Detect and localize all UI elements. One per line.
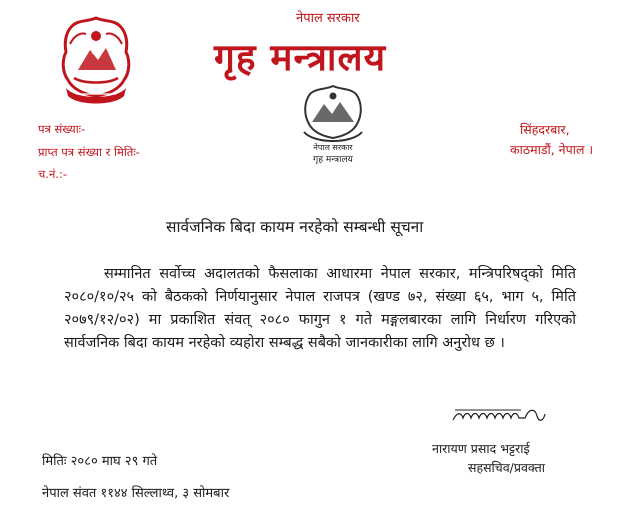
seal-text-line1: नेपाल सरकार <box>313 143 353 152</box>
nepal-samvat-date: नेपाल संवत ११४४ सिल्लाथ्व, ३ सोमबार <box>42 486 230 501</box>
ministry-seal <box>296 82 370 164</box>
notice-body: सम्मानित सर्वोच्च अदालतको फैसलाका आधारमा नेपाल सरकार, मन्त्रिपरिषद्को मिति २०८०/१०/२५ को बैठकको निर्णयानुसार नेपाल राजपत्र (खण्ड ७२, संख्या ६५, भाग ५, मिति २०७९/१२/०२) मा प्रकाशित संवत् २०८० फागुन १ गते मङ्गलबारका लागि निर्धारण गरिएको सार्वजनिक बिदा कायम नरहेको व्यहोरा सम्बद्ध सबैको जानकारीका लागि अनुरोध छ । <box>64 266 576 351</box>
address-line2: काठमाडौं, नेपाल । <box>510 142 594 157</box>
seal-text-line2: गृह मन्त्रालय <box>313 155 353 164</box>
handwritten-signature <box>451 404 551 426</box>
signatory-name: नारायण प्रसाद भट्टराई <box>432 441 530 456</box>
ministry-title: गृह मन्त्रालय <box>214 36 387 79</box>
letter-number-label: पत्र संख्याः- <box>38 122 86 136</box>
notice-date: मितिः २०८० माघ २९ गते <box>42 454 158 469</box>
signatory-designation: सहसचिव/प्रवक्ता <box>468 460 545 475</box>
dispatch-number-label: च.नं.:- <box>38 167 68 181</box>
coat-of-arms-emblem <box>56 14 136 110</box>
received-letter-label: प्राप्त पत्र संख्या र मितिः- <box>38 145 140 159</box>
notice-subject: सार्वजनिक बिदा कायम नरहेको सम्बन्धी सूचना <box>166 218 424 236</box>
government-heading: नेपाल सरकार <box>296 11 360 26</box>
address-line1: सिंहदरबार, <box>520 122 570 137</box>
